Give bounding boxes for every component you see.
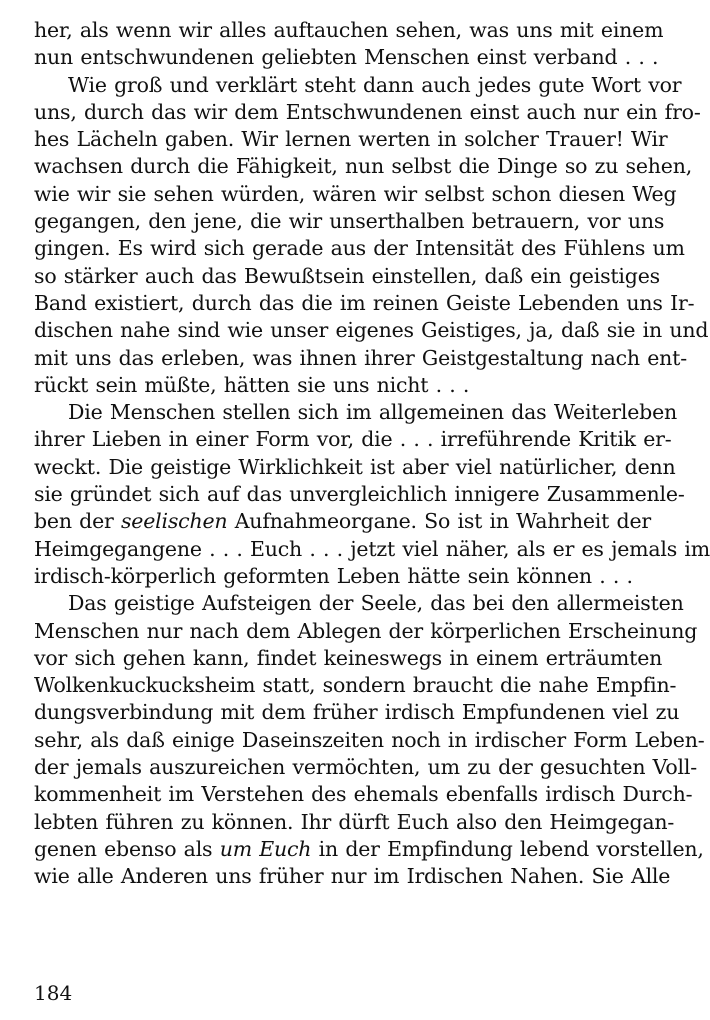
text-line: Wolkenkuckucksheim statt, sondern braucht die nahe Empfin-: [34, 673, 677, 698]
text-line: nun entschwundenen geliebten Menschen einst verband . . .: [34, 45, 659, 70]
text-line: uns, durch das wir dem Entschwundenen einst auch nur ein fro-: [34, 99, 701, 124]
text-line: Das geistige Aufsteigen der Seele, das bei den allermeisten: [68, 591, 684, 616]
text-line: kommenheit im Verstehen des ehemals ebenfalls irdisch Durch-: [34, 782, 693, 807]
text-line: sie gründet sich auf das unvergleichlich innigere Zusammenle-: [34, 482, 685, 507]
italic-emphasis: um Euch: [219, 836, 312, 861]
text-line: Band existiert, durch das die im reinen Geiste Lebenden uns Ir-: [34, 290, 695, 315]
text-line: wie alle Anderen uns früher nur im Irdischen Nahen. Sie Alle: [34, 864, 671, 889]
text-line: rückt sein müßte, hätten sie uns nicht . . .: [34, 372, 470, 397]
text-line: lebten führen zu können. Ihr dürft Euch also den Heimgegan-: [34, 809, 675, 834]
text-line: hes Lächeln gaben. Wir lernen werten in solcher Trauer! Wir: [34, 127, 668, 152]
text-segment: Aufnahmeorgane. So ist in Wahrheit der: [227, 509, 651, 534]
text-line: Die Menschen stellen sich im allgemeinen das Weiterleben: [68, 400, 678, 425]
text-segment: ben der: [34, 509, 121, 534]
text-line: weckt. Die geistige Wirklichkeit ist aber viel natürlicher, denn: [34, 454, 676, 479]
text-line: wachsen durch die Fähigkeit, nun selbst die Dinge so zu sehen,: [34, 154, 693, 179]
body-text: [34, 17, 710, 891]
italic-emphasis: seelischen: [120, 509, 228, 534]
text-line: Menschen nur nach dem Ablegen der körperlichen Erscheinung: [34, 618, 698, 643]
page-number: 184: [34, 981, 73, 1005]
text-line: irdisch-körperlich geformten Leben hätte sein können . . .: [34, 563, 633, 588]
text-line: wie wir sie sehen würden, wären wir selbst schon diesen Weg: [34, 181, 677, 206]
text-line: sehr, als daß einige Daseinszeiten noch in irdischer Form Leben-: [34, 727, 705, 752]
text-line: gegangen, den jene, die wir unserthalben betrauern, vor uns: [34, 209, 665, 234]
text-line: der jemals auszureichen vermöchten, um zu der gesuchten Voll-: [34, 755, 697, 780]
text-line: so stärker auch das Bewußtsein einstellen, daß ein geistiges: [34, 263, 660, 288]
text-line: dischen nahe sind wie unser eigenes Geistiges, ja, daß sie in und: [34, 318, 709, 343]
text-line: vor sich gehen kann, findet keineswegs in einem erträumten: [34, 645, 663, 670]
text-line: mit uns das erleben, was ihnen ihrer Geistgestaltung nach ent-: [34, 345, 687, 370]
text-line: dungsverbindung mit dem früher irdisch Empfundenen viel zu: [34, 700, 680, 725]
text-segment: genen ebenso als: [34, 836, 220, 861]
text-line: her, als wenn wir alles auftauchen sehen, was uns mit einem: [34, 18, 664, 42]
text-line: gingen. Es wird sich gerade aus der Intensität des Fühlens um: [34, 236, 685, 261]
text-line-with-emphasis: [34, 508, 651, 535]
text-line: ihrer Lieben in einer Form vor, die . . . irreführende Kritik er-: [34, 427, 672, 452]
text-line: Wie groß und verklärt steht dann auch jedes gute Wort vor: [68, 72, 682, 97]
text-segment: in der Empfindung lebend vorstellen,: [311, 836, 704, 861]
text-line-with-emphasis: [34, 836, 704, 863]
text-line: Heimgegangene . . . Euch . . . jetzt viel näher, als er es jemals im: [34, 536, 710, 561]
